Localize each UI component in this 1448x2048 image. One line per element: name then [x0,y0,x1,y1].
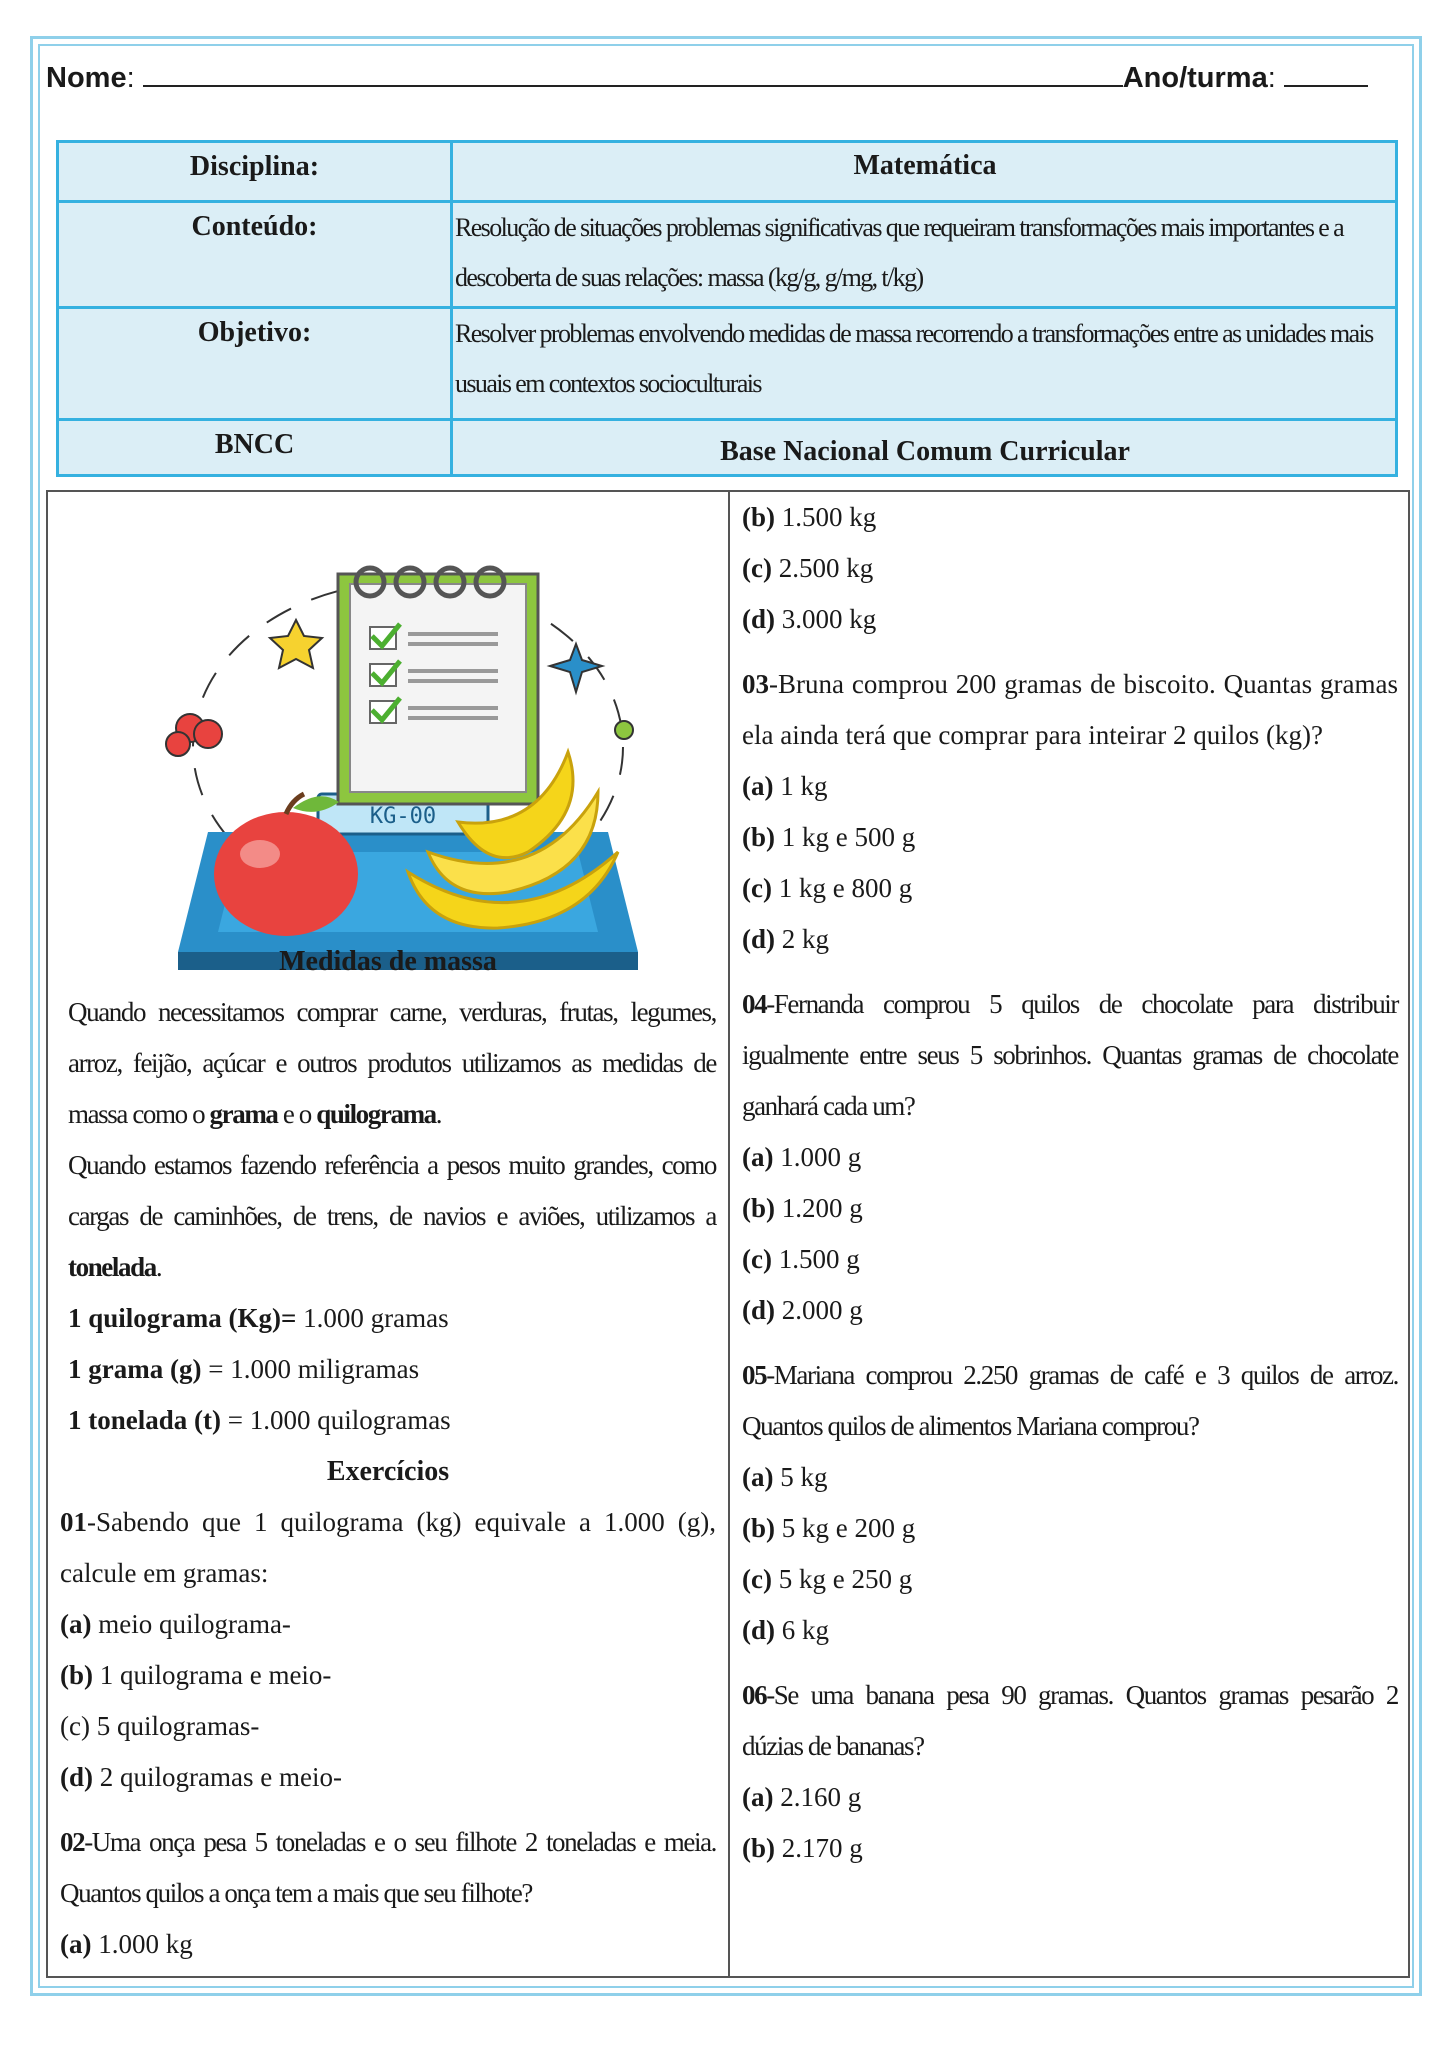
option-b: (b) 1 kg e 500 g [742,822,916,852]
question-03: 03-Bruna comprou 200 gramas de biscoito. Quantas gramas ela ainda terá que comprar para inteirar 2 quilos (kg)? (a) 1 kg (b) 1 kg e 500 g (c) 1 kg e 800 g (d) 2 kg [742,659,1398,965]
question-01: 01-Sabendo que 1 quilograma (kg) equivale a 1.000 (g), calcule em gramas: (a) meio quilograma- (b) 1 quilograma e meio- (c) 5 quilogramas- (d) 2 quilogramas e meio- [60,1497,716,1803]
scale-display: KG-00 [369,804,437,829]
lesson-title: Medidas de massa [279,946,497,977]
option-d: (d) 2 quilogramas e meio- [60,1762,342,1792]
cherries-icon [166,714,222,756]
class-field[interactable] [1284,63,1368,87]
class-label: Ano/turma [1122,62,1268,94]
option-b: (b) 1.200 g [742,1193,863,1223]
equivalence-kg: 1 quilograma (Kg)= 1.000 gramas [68,1303,449,1333]
content-value: Resolução de situações problemas significativas que requeiram transformações mais importantes e a descoberta de suas relações: massa (kg/g, g/mg, t/kg) [452,202,1397,308]
star-icon [270,620,322,668]
content-columns [46,490,1410,1978]
option-c: (c) 2.500 kg [742,553,874,583]
content-label: Conteúdo: [58,202,452,308]
question-05: 05-Mariana comprou 2.250 gramas de café e 3 quilos de arroz. Quantos quilos de alimentos Mariana comprou? (a) 5 kg (b) 5 kg e 200 g (c) 5 kg e 250 g (d) 6 kg [742,1350,1398,1656]
option-b: (b) 1 quilograma e meio- [60,1660,332,1690]
mass-illustration [138,532,678,972]
left-column [48,492,730,1976]
name-label: Nome [46,62,127,94]
name-field[interactable] [143,63,1123,87]
option-b: (b) 2.170 g [742,1833,863,1863]
paragraph-1: Quando necessitamos comprar carne, verduras, frutas, legumes, arroz, feijão, açúcar e outros produtos utilizamos as medidas de massa como o grama e o quilograma. [68,997,716,1129]
option-c: (c) 5 quilogramas- [60,1711,260,1741]
option-d: (d) 6 kg [742,1615,829,1645]
exercises-title: Exercícios [326,1456,450,1487]
option-b: (b) 1.500 kg [742,502,877,532]
equivalence-t: 1 tonelada (t) = 1.000 quilogramas [68,1405,451,1435]
question-06: 06-Se uma banana pesa 90 gramas. Quantos gramas pesarão 2 dúzias de bananas? (a) 2.160 g (b) 2.170 g [742,1670,1398,1874]
right-column [730,492,1408,1976]
sparkle-icon [550,644,602,692]
bncc-value: Base Nacional Comum Curricular [452,420,1397,476]
info-table [56,140,1398,477]
option-d: (d) 3.000 kg [742,604,877,634]
option-a: (a) 5 kg [742,1462,828,1492]
objective-label: Objetivo: [58,308,452,420]
option-b: (b) 5 kg e 200 g [742,1513,916,1543]
name-line: Nome: Ano/turma: [46,62,1366,102]
option-a: (a) meio quilograma- [60,1609,291,1639]
question-04: 04-Fernanda comprou 5 quilos de chocolate para distribuir igualmente entre seus 5 sobrinhos. Quantas gramas de chocolate ganhará cada um? (a) 1.000 g (b) 1.200 g (c) 1.500 g (d) 2.000 g [742,979,1398,1336]
paragraph-2: Quando estamos fazendo referência a pesos muito grandes, como cargas de caminhões, de trens, de navios e aviões, utilizamos a tonelada. [68,1150,716,1282]
option-d: (d) 2 kg [742,924,829,954]
option-c: (c) 1 kg e 800 g [742,873,913,903]
checklist-notepad-icon [338,568,538,804]
option-a: (a) 2.160 g [742,1782,862,1812]
discipline-label: Disciplina: [58,142,452,202]
question-02-continued [742,492,1398,645]
option-d: (d) 2.000 g [742,1295,863,1325]
discipline-value: Matemática [452,142,1397,202]
lesson-text [60,936,716,1970]
bncc-label: BNCC [58,420,452,476]
option-a: (a) 1.000 kg [60,1929,193,1959]
ornament-icon [615,721,633,739]
equivalence-g: 1 grama (g) = 1.000 miligramas [68,1354,420,1384]
option-a: (a) 1.000 g [742,1142,862,1172]
option-c: (c) 5 kg e 250 g [742,1564,913,1594]
question-02: 02-Uma onça pesa 5 toneladas e o seu filhote 2 toneladas e meia. Quantos quilos a onça tem a mais que seu filhote? (a) 1.000 kg [60,1817,716,1970]
objective-value: Resolver problemas envolvendo medidas de massa recorrendo a transformações entre as unidades mais usuais em contextos socioculturais [452,308,1397,420]
option-c: (c) 1.500 g [742,1244,860,1274]
option-a: (a) 1 kg [742,771,828,801]
